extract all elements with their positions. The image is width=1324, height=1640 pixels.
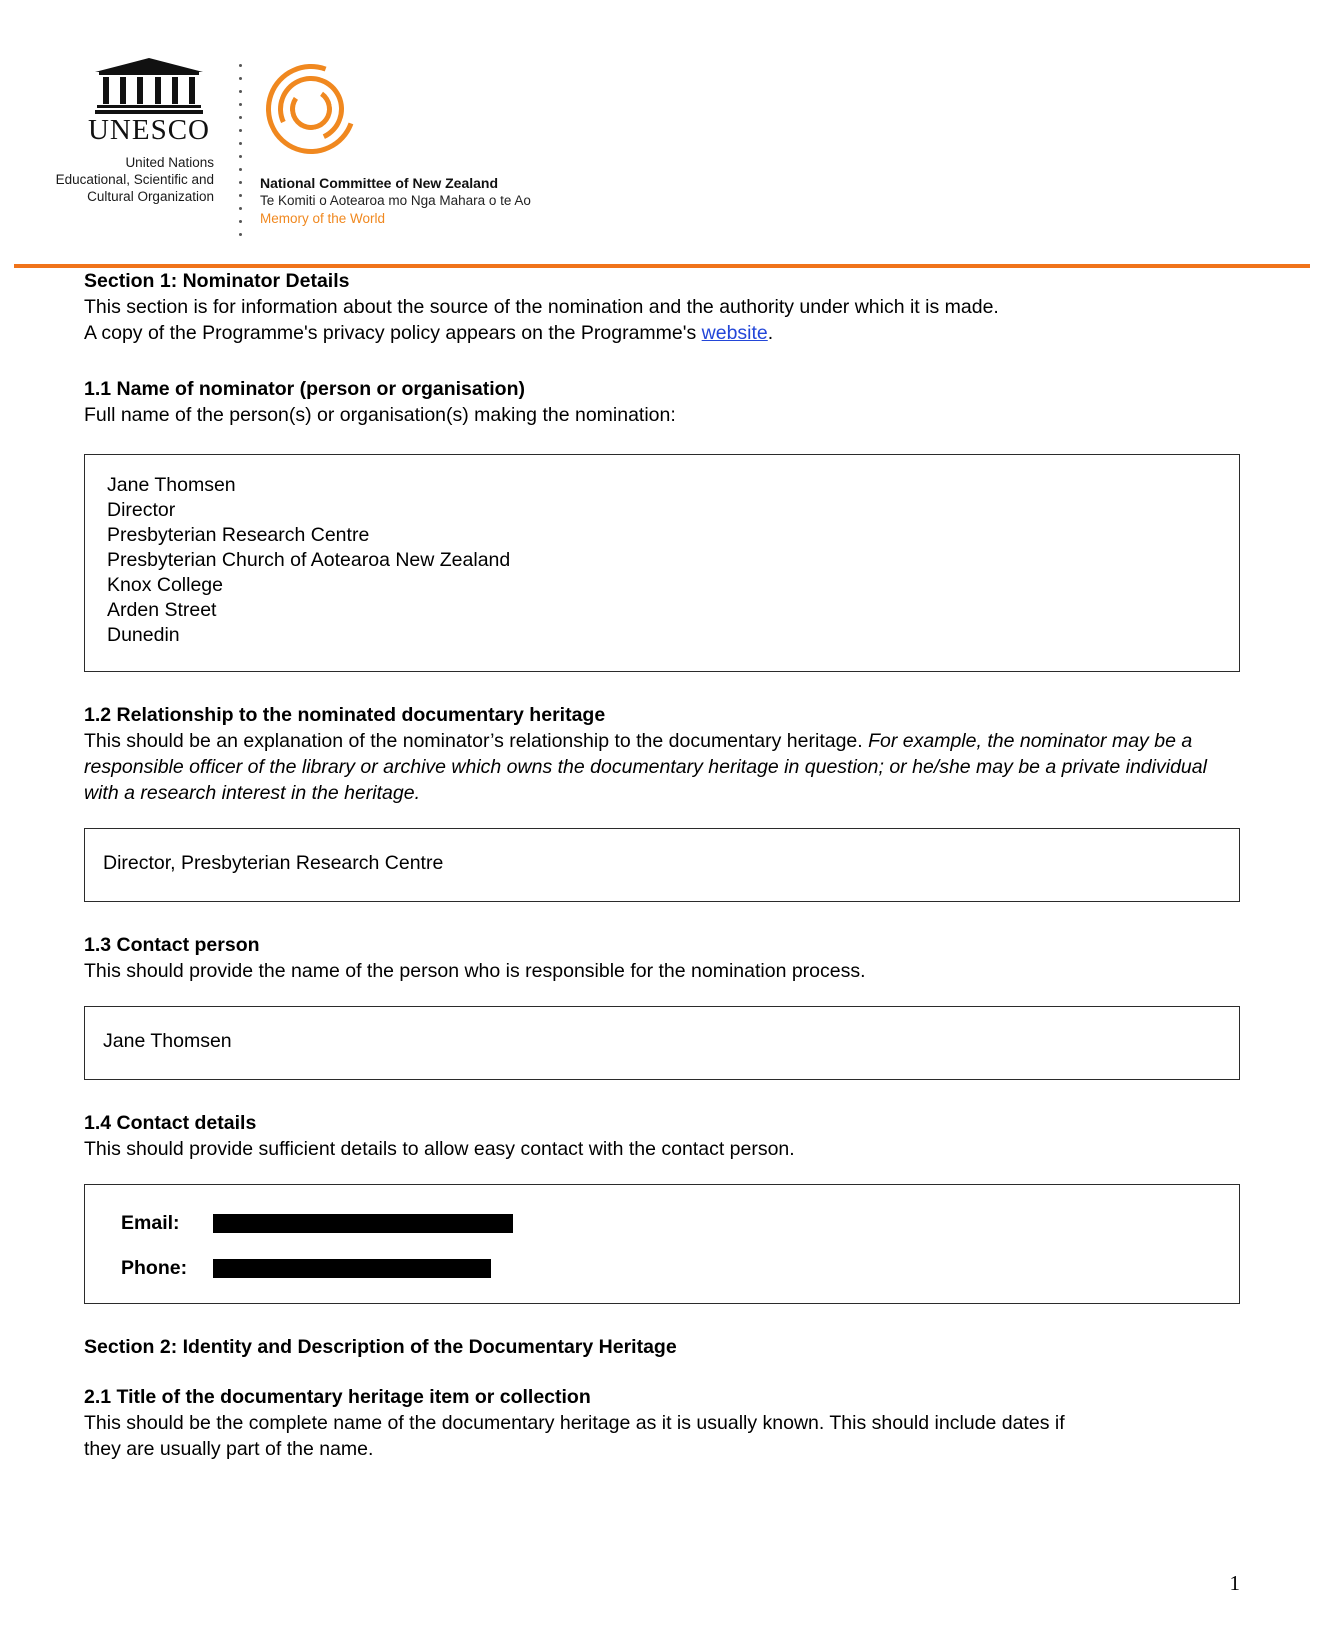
logo-row xyxy=(55,58,531,254)
answer-box-1-4[interactable] xyxy=(84,1184,1240,1304)
email-row xyxy=(121,1211,1221,1236)
committee-line-2: Te Komiti o Aotearoa mo Nga Mahara o te Ao xyxy=(260,193,531,208)
question-1-4-heading: 1.4 Contact details xyxy=(84,1112,257,1134)
question-2-1-description-line-1: This should be the complete name of the documentary heritage as it is usually known. This should include dates if xyxy=(84,1412,1065,1434)
section-1-intro-line-1: This section is for information about the source of the nomination and the authority under which it is made. xyxy=(84,296,999,318)
phone-redacted-value xyxy=(213,1259,491,1278)
question-1-4-description: This should provide sufficient details to allow easy contact with the contact person. xyxy=(84,1138,795,1160)
unesco-subtitle-line-3: Cultural Organization xyxy=(87,189,214,204)
unesco-temple-icon xyxy=(95,58,203,114)
email-label: Email: xyxy=(121,1212,180,1234)
intro-text-before: A copy of the Programme's privacy policy appears on the Programme's xyxy=(84,322,702,344)
unesco-logo xyxy=(55,58,214,205)
unesco-subtitle xyxy=(54,154,214,205)
question-1-1-heading: 1.1 Name of nominator (person or organisation) xyxy=(84,378,525,400)
section-2-title: Section 2: Identity and Description of the Documentary Heritage xyxy=(84,1336,677,1358)
committee-text xyxy=(260,174,531,228)
answer-line: Jane Thomsen xyxy=(107,474,236,496)
privacy-policy-link[interactable]: website xyxy=(701,322,768,344)
answer-box-1-3[interactable] xyxy=(84,1006,1240,1080)
answer-line: Dunedin xyxy=(107,624,180,646)
document-header xyxy=(0,0,1324,268)
dotted-divider xyxy=(232,64,248,254)
question-1-3-description: This should provide the name of the person who is responsible for the nomination process. xyxy=(84,960,866,982)
document-body xyxy=(0,268,1324,1462)
answer-line: Director, Presbyterian Research Centre xyxy=(103,852,444,874)
email-redacted-value xyxy=(213,1214,513,1233)
header-rule xyxy=(14,264,1310,268)
q12-description-plain: This should be an explanation of the nominator’s relationship to the documentary heritage. xyxy=(84,730,869,752)
answer-line: Presbyterian Church of Aotearoa New Zealand xyxy=(107,549,511,571)
memory-of-the-world-logo xyxy=(260,58,531,228)
answer-line: Presbyterian Research Centre xyxy=(107,524,370,546)
answer-box-1-1[interactable] xyxy=(84,454,1240,672)
answer-line: Arden Street xyxy=(107,599,217,621)
question-1-2-description xyxy=(84,728,1240,806)
phone-label: Phone: xyxy=(121,1257,188,1279)
question-2-1-heading: 2.1 Title of the documentary heritage item or collection xyxy=(84,1386,591,1408)
question-2-1-description-line-2: they are usually part of the name. xyxy=(84,1438,374,1460)
question-1-1-description: Full name of the person(s) or organisation(s) making the nomination: xyxy=(84,404,676,426)
phone-row xyxy=(121,1256,1221,1281)
question-1-3-heading: 1.3 Contact person xyxy=(84,934,260,956)
spiral-icon xyxy=(266,64,358,156)
page-number: 1 xyxy=(1229,1571,1240,1595)
unesco-wordmark: UNESCO xyxy=(87,114,210,146)
answer-line: Jane Thomsen xyxy=(103,1030,232,1052)
q12-description-italic: For example, the nominator may be a responsible officer of the library or archive which owns the documentary heritage in question; or he/she may be a private individual with a research interest in the heritage. xyxy=(84,730,1207,804)
committee-line-3: Memory of the World xyxy=(260,211,386,226)
unesco-subtitle-line-1: United Nations xyxy=(125,155,214,170)
section-1-title: Section 1: Nominator Details xyxy=(84,270,350,292)
section-1-intro-line-2 xyxy=(84,320,1240,346)
answer-line: Knox College xyxy=(107,574,223,596)
answer-box-1-2[interactable] xyxy=(84,828,1240,902)
committee-line-1: National Committee of New Zealand xyxy=(260,175,499,191)
unesco-subtitle-line-2: Educational, Scientific and xyxy=(55,172,214,187)
question-1-2-heading: 1.2 Relationship to the nominated documentary heritage xyxy=(84,704,606,726)
intro-text-after: . xyxy=(767,322,774,344)
answer-line: Director xyxy=(107,499,176,521)
